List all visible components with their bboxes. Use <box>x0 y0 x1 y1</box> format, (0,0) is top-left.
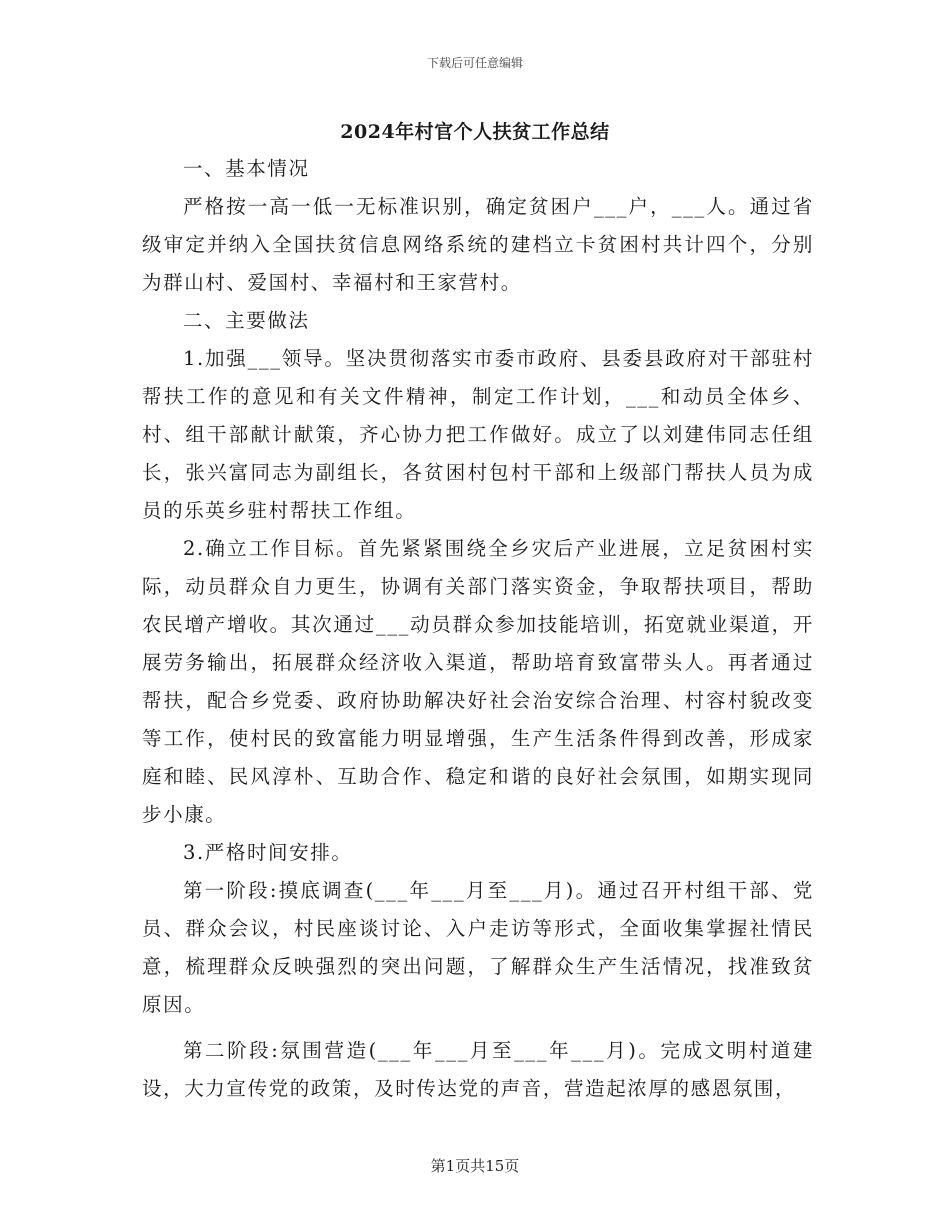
document-body <box>142 150 814 1108</box>
page-footer: 第1页共15页 <box>430 1157 520 1175</box>
paragraph-schedule-heading: 3.严格时间安排。 <box>182 841 353 864</box>
paragraph-stage-two: 第二阶段:氛围营造(___年___月至___年___月)。完成文明村道建设，大力宣传党的政策，及时传达党的声音，营造起浓厚的感恩氛围， <box>142 1039 814 1100</box>
document-title: 2024年村官个人扶贫工作总结 <box>340 121 610 143</box>
paragraph-leadership: 1.加强___领导。坚决贯彻落实市委市政府、县委县政府对干部驻村帮扶工作的意见和有关文件精神，制定工作计划，___和动员全体乡、村、组干部献计献策，齐心协力把工作做好。成立了以刘建伟同志任组长，张兴富同志为副组长，各贫困村包村干部和上级部门帮扶人员为成员的乐英乡驻村帮扶工作组。 <box>142 347 814 522</box>
section-heading-methods: 二、主要做法 <box>182 309 310 332</box>
section-heading-basic: 一、基本情况 <box>182 157 310 180</box>
paragraph-stage-one: 第一阶段:摸底调查(___年___月至___月)。通过召开村组干部、党员、群众会议，村民座谈讨论、入户走访等形式，全面收集掌握社情民意，梳理群众反映强烈的突出问题，了解群众生产生活情况，找准致贫原因。 <box>142 879 814 1016</box>
paragraph-goals: 2.确立工作目标。首先紧紧围绕全乡灾后产业进展，立足贫困村实际，动员群众自力更生，协调有关部门落实资金，争取帮扶项目，帮助农民增产增收。其次通过___动员群众参加技能培训，拓宽就业渠道，开展劳务输出，拓展群众经济收入渠道，帮助培育致富带头人。再者通过帮扶，配合乡党委、政府协助解决好社会治安综合治理、村容村貌改变等工作，使村民的致富能力明显增强，生产生活条件得到改善，形成家庭和睦、民风淳朴、互助合作、稳定和谐的良好社会氛围，如期实现同步小康。 <box>142 537 814 826</box>
header-note: 下载后可任意编辑 <box>426 56 523 70</box>
paragraph-basic-situation: 严格按一高一低一无标准识别，确定贫困户___户，___人。通过省级审定并纳入全国扶贫信息网络系统的建档立卡贫困村共计四个，分别为群山村、爱国村、幸福村和王家营村。 <box>142 195 814 294</box>
